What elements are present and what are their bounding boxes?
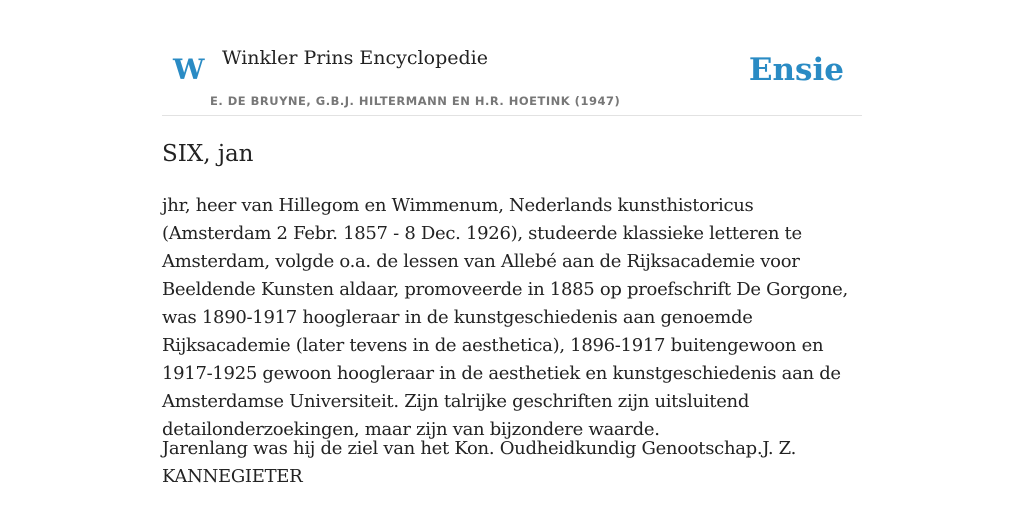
encyclopedia-authors: E. DE BRUYNE, G.B.J. HILTERMANN EN H.R. HOETINK (1947) xyxy=(210,94,621,108)
ensie-brand-logo[interactable]: Ensie xyxy=(748,52,844,88)
entry-paragraph: jhr, heer van Hillegom en Wimmenum, Nederlands kunsthistoricus (Amsterdam 2 Febr. 1857 - 8 Dec. 1926), studeerde klassieke letteren te Amsterdam, volgde o.a. de lessen van Allebé aan de Rijksacademie voor Beeldende Kunsten aldaar, promoveerde in 1885 op proefschrift De Gorgone, was 1890-1917 hoogleraar in de kunstgeschiedenis aan genoemde Rijksacademie (later tevens in de aesthetica), 1896-1917 buitengewoon en 1917-1925 gewoon hoogleraar in de aesthetiek en kunstgeschiedenis aan de Amsterdamse Universiteit. Zijn talrijke geschriften zijn uitsluitend detailonderzoekingen, maar zijn van bijzondere waarde. xyxy=(162,195,848,440)
entry-title: SIX, jan xyxy=(162,141,254,167)
encyclopedia-header xyxy=(162,0,862,116)
entry-paragraph: Jarenlang was hij de ziel van het Kon. Oudheidkundig Genootschap.J. Z. KANNEGIETER xyxy=(162,438,796,487)
encyclopedia-title-link[interactable]: Winkler Prins Encyclopedie xyxy=(222,47,488,69)
encyclopedia-logo-icon[interactable]: W xyxy=(173,53,205,86)
page-container xyxy=(162,0,862,487)
